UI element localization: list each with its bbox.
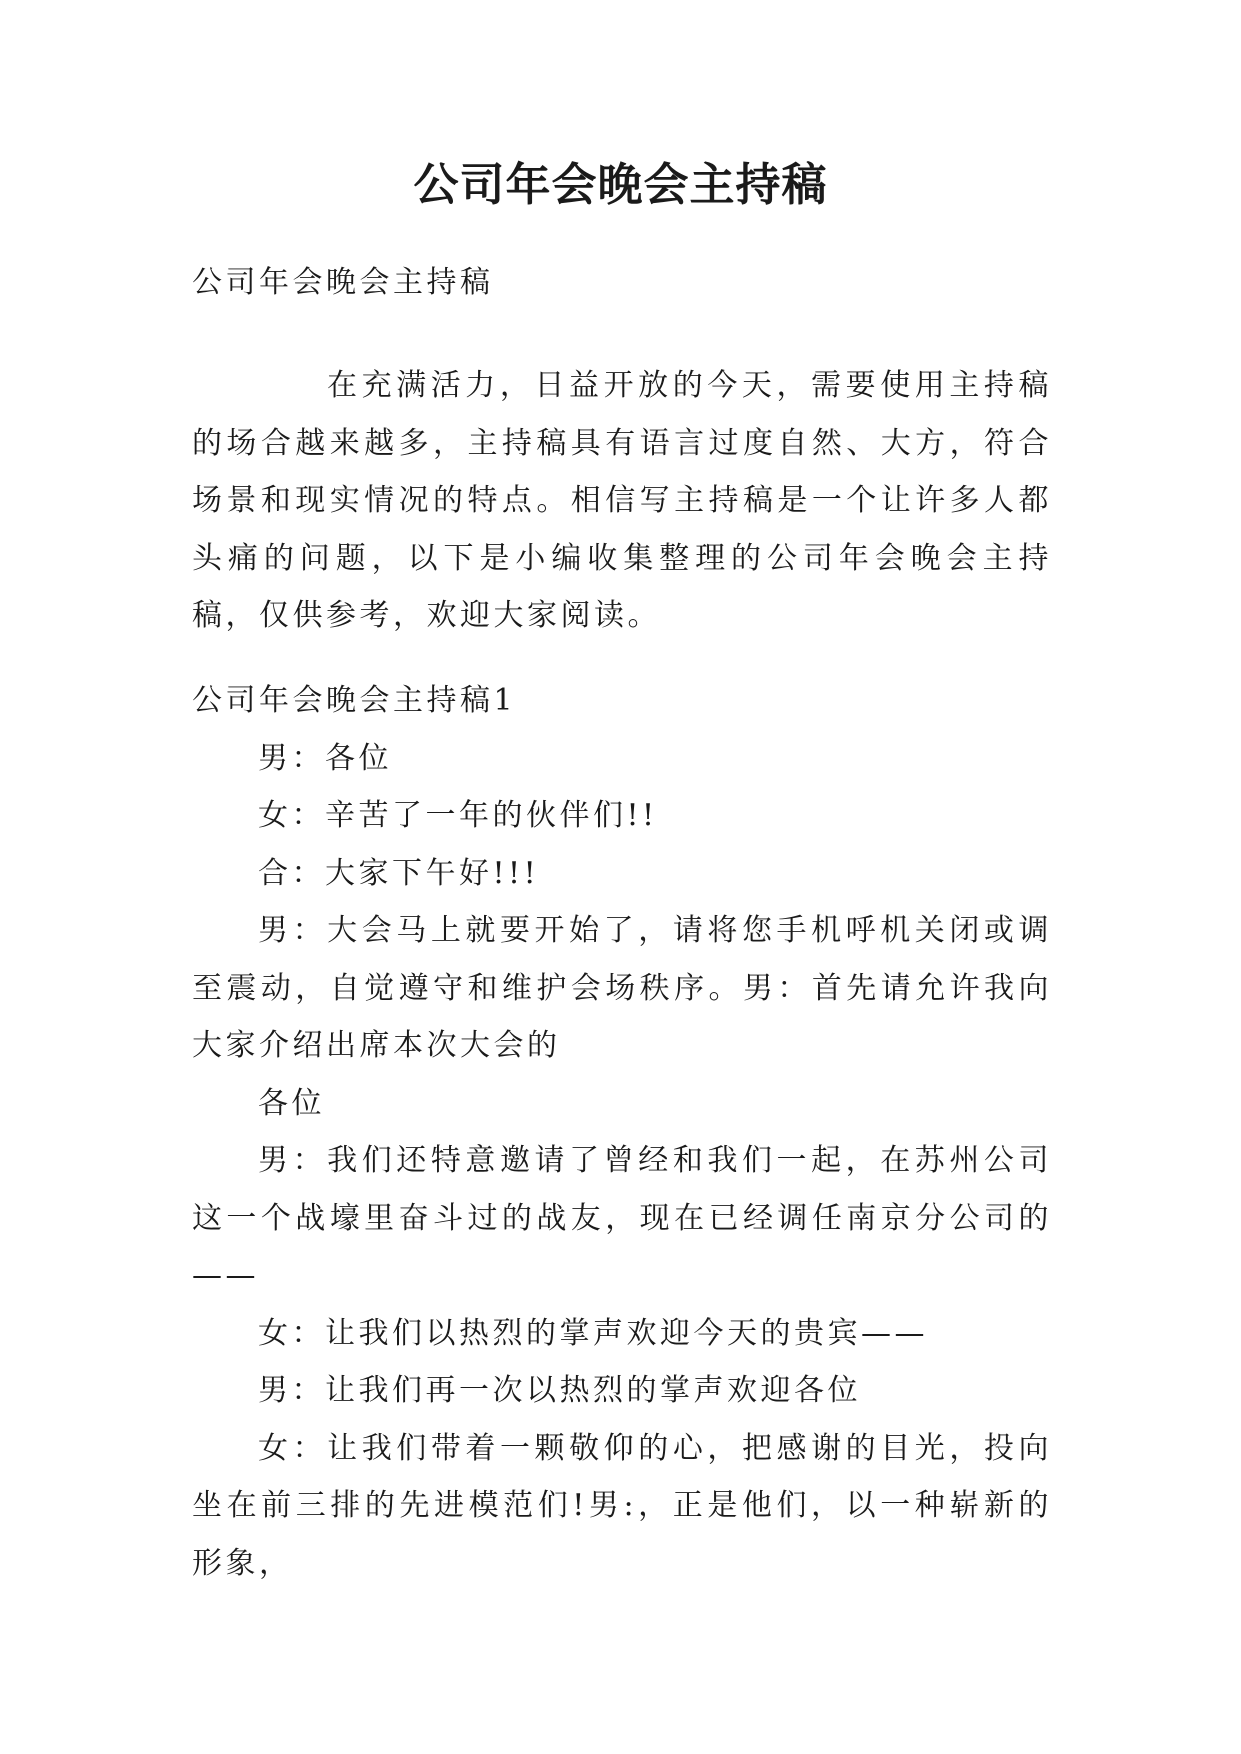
dialogue-line: 女：让我们以热烈的掌声欢迎今天的贵宾—— (258, 1315, 928, 1351)
intro-text: 在充满活力，日益开放的今天，需要使用主持稿的场合越来越多，主持稿具有语言过度自然、大方，符合场景和现实情况的特点。相信写主持稿是一个让许多人都头痛的问题，以下是小编收集整理的公司年会晚会主持稿，仅供参考，欢迎大家阅读。 (192, 368, 1052, 633)
document-subtitle (192, 254, 1052, 312)
dialogue-line: 男：大会马上就要开始了，请将您手机呼机关闭或调至震动，自觉遵守和维护会场秩序。男：首先请允许我向大家介绍出席本次大会的 (192, 913, 1052, 1063)
document-title: 公司年会晚会主持稿 (413, 158, 828, 211)
section-heading: 公司年会晚会主持稿1 (192, 683, 517, 718)
dialogue-line: 各位 (258, 1085, 325, 1121)
dialogue-line: 合：大家下午好!!! (258, 855, 540, 891)
intro-paragraph (192, 357, 1052, 645)
dialogue-line: 男：我们还特意邀请了曾经和我们一起，在苏州公司这一个战壕里奋斗过的战友，现在已经调任南京分公司的—— (192, 1143, 1052, 1293)
dialogue-line: 男：让我们再一次以热烈的掌声欢迎各位 (258, 1373, 861, 1408)
section-1 (192, 672, 1052, 1592)
dialogue-line: 男：各位 (258, 740, 392, 776)
dialogue-line: 女：辛苦了一年的伙伴们!! (258, 798, 658, 833)
subtitle-text: 公司年会晚会主持稿 (192, 265, 494, 300)
dialogue-line: 女：让我们带着一颗敬仰的心，把感谢的目光，投向坐在前三排的先进模范们!男:，正是他们，以一种崭新的形象， (192, 1430, 1052, 1581)
